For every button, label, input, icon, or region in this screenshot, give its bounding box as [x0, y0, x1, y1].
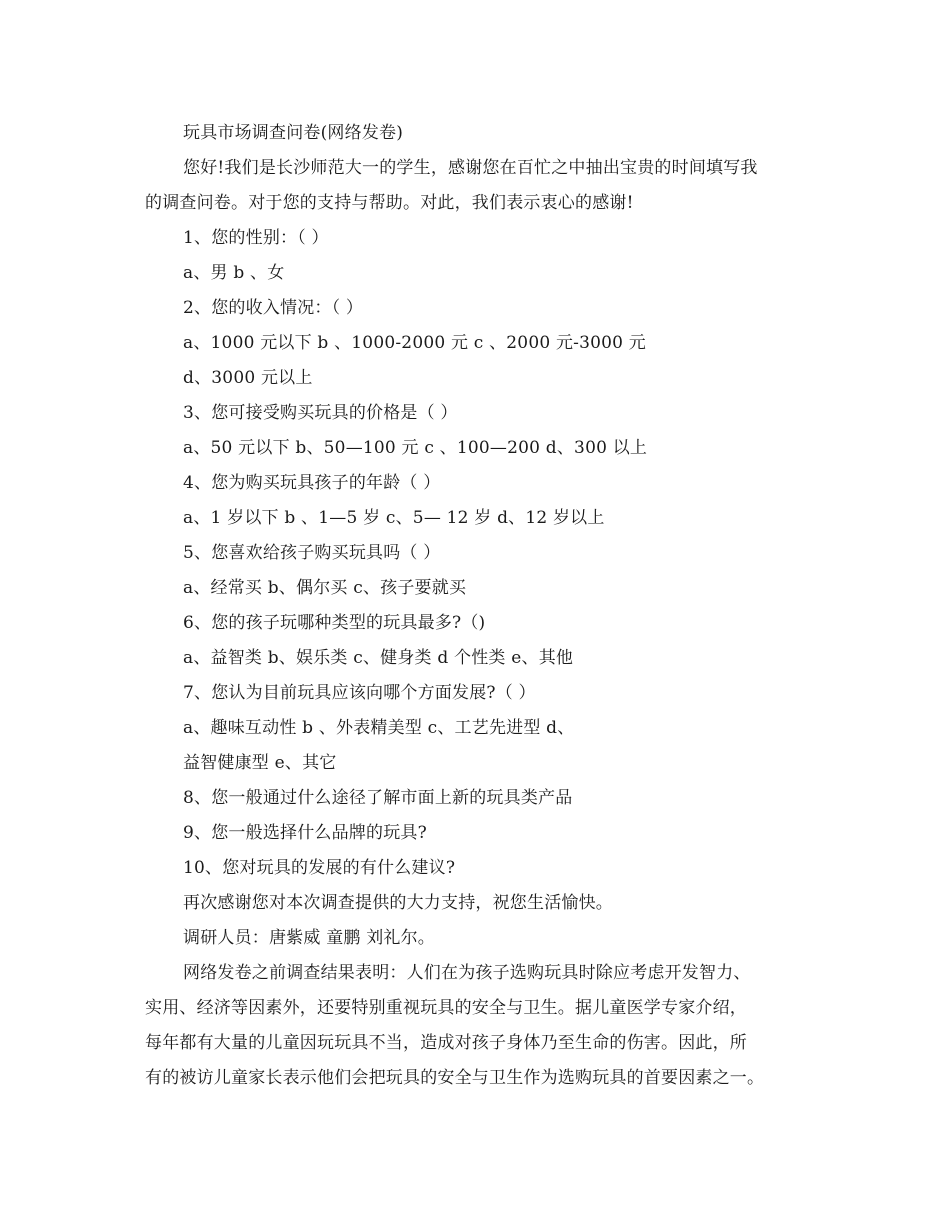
question-2: 2、您的收入情况：（ ） [183, 298, 364, 318]
question-1: 1、您的性别：（ ） [183, 228, 329, 248]
question-7: 7、您认为目前玩具应该向哪个方面发展?（ ） [183, 683, 536, 703]
question-7-options: 益智健康型 e、其它 [183, 753, 337, 773]
question-10: 10、您对玩具的发展的有什么建议? [183, 858, 456, 878]
findings-line: 有的被访儿童家长表示他们会把玩具的安全与卫生作为选购玩具的首要因素之一。 [145, 1068, 765, 1088]
intro-line: 的调查问卷。对于您的支持与帮助。对此，我们表示衷心的感谢! [145, 193, 634, 213]
question-7-options: a、趣味互动性 b 、外表精美型 c、工艺先进型 d、 [183, 718, 575, 738]
question-2-options: a、1000 元以下 b 、1000-2000 元 c 、2000 元-3000 元 [183, 333, 646, 353]
question-8: 8、您一般通过什么途径了解市面上新的玩具类产品 [183, 788, 573, 808]
researchers-line: 调研人员：唐紫威 童鹏 刘礼尔。 [183, 928, 436, 948]
intro-line: 您好!我们是长沙师范大一的学生，感谢您在百忙之中抽出宝贵的时间填写我 [183, 158, 758, 178]
question-1-options: a、男 b 、女 [183, 263, 285, 283]
findings-line: 实用、经济等因素外，还要特别重视玩具的安全与卫生。据儿童医学专家介绍， [145, 998, 747, 1018]
question-6: 6、您的孩子玩哪种类型的玩具最多?（) [183, 613, 486, 633]
question-9: 9、您一般选择什么品牌的玩具? [183, 823, 427, 843]
findings-line: 网络发卷之前调查结果表明：人们在为孩子选购玩具时除应考虑开发智力、 [183, 963, 751, 983]
question-4: 4、您为购买玩具孩子的年龄（ ） [183, 473, 441, 493]
document-title: 玩具市场调查问卷(网络发卷) [183, 123, 404, 143]
closing-line: 再次感谢您对本次调查提供的大力支持，祝您生活愉快。 [183, 893, 613, 913]
question-5-options: a、经常买 b、偶尔买 c、孩子要就买 [183, 578, 467, 598]
question-6-options: a、益智类 b、娱乐类 c、健身类 d 个性类 e、其他 [183, 648, 574, 668]
findings-line: 每年都有大量的儿童因玩玩具不当，造成对孩子身体乃至生命的伤害。因此，所 [145, 1033, 747, 1053]
question-4-options: a、1 岁以下 b 、1—5 岁 c、5— 12 岁 d、12 岁以上 [183, 508, 605, 528]
question-2-options: d、3000 元以上 [183, 368, 313, 388]
question-3-options: a、50 元以下 b、50—100 元 c 、100—200 d、300 以上 [183, 438, 648, 458]
question-3: 3、您可接受购买玩具的价格是（ ） [183, 403, 458, 423]
question-5: 5、您喜欢给孩子购买玩具吗（ ） [183, 543, 441, 563]
